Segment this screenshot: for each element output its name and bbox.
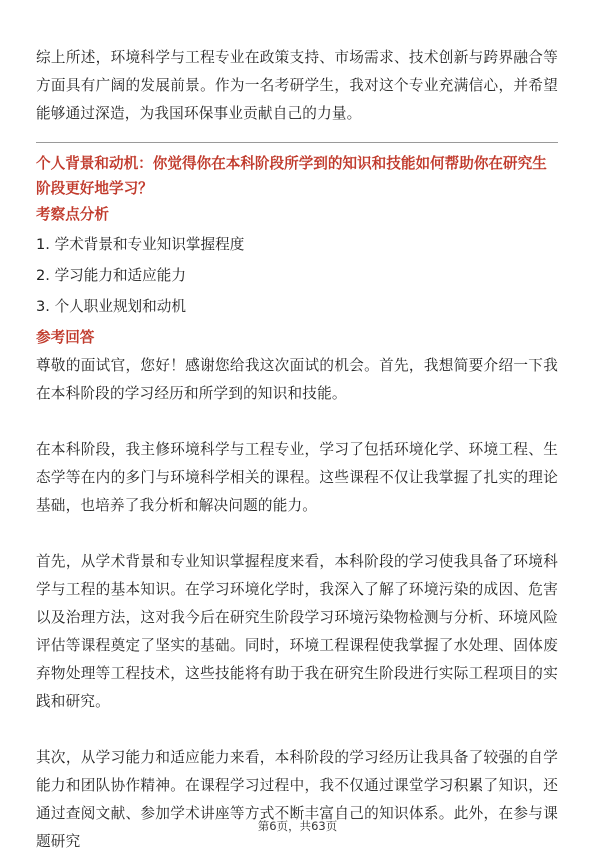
- analysis-point: 1. 学术背景和专业知识掌握程度: [36, 236, 245, 253]
- answer-paragraph: 尊敬的面试官，您好！感谢您给我这次面试的机会。首先，我想简要介绍一下我在本科阶段的学习经历和所学到的知识和技能。: [36, 357, 558, 402]
- answer-paragraph: 首先，从学术背景和专业知识掌握程度来看，本科阶段的学习使我具备了环境科学与工程的基本知识。在学习环境化学时，我深入了解了环境污染的成因、危害以及治理方法，这对我今后在研究生阶段学习环境污染物检测与分析、环境风险评估等课程奠定了坚实的基础。同时，环境工程课程使我掌握了水处理、固体废弃物处理等工程技术，这些技能将有助于我在研究生阶段进行实际工程项目的实践和研究。: [36, 553, 558, 710]
- intro-paragraph: 综上所述，环境科学与工程专业在政策支持、市场需求、技术创新与跨界融合等方面具有广阔的发展前景。作为一名考研学生，我对这个专业充满信心，并希望能够通过深造，为我国环保事业贡献自己的力量。: [36, 49, 558, 122]
- paragraph-gap: [36, 408, 558, 436]
- page-number: 第6页，共63页: [257, 819, 338, 833]
- answer-paragraph: 在本科阶段，我主修环境科学与工程专业，学习了包括环境化学、环境工程、生态学等在内的多门与环境科学相关的课程。这些课程不仅让我掌握了扎实的理论基础，也培养了我分析和解决问题的能力。: [36, 441, 558, 514]
- section-divider: [36, 142, 558, 143]
- paragraph-gap: [36, 520, 558, 548]
- answer-paragraph: 其次，从学习能力和适应能力来看，本科阶段的学习经历让我具备了较强的自学能力和团队协作精神。在课程学习过程中，我不仅通过课堂学习积累了知识，还通过查阅文献、参加学术讲座等方式不断丰富自己的知识体系。此外，在参与课题研究: [36, 749, 558, 850]
- analysis-points: [36, 229, 558, 322]
- analysis-point: 2. 学习能力和适应能力: [36, 267, 186, 284]
- analysis-heading: 考察点分析: [36, 206, 109, 223]
- interview-question: 个人背景和动机：你觉得你在本科阶段所学到的知识和技能如何帮助你在研究生阶段更好地学习？: [36, 155, 547, 197]
- answer-heading: 参考回答: [36, 329, 95, 346]
- document-page: [36, 44, 558, 856]
- paragraph-gap: [36, 716, 558, 744]
- analysis-point: 3. 个人职业规划和动机: [36, 298, 186, 315]
